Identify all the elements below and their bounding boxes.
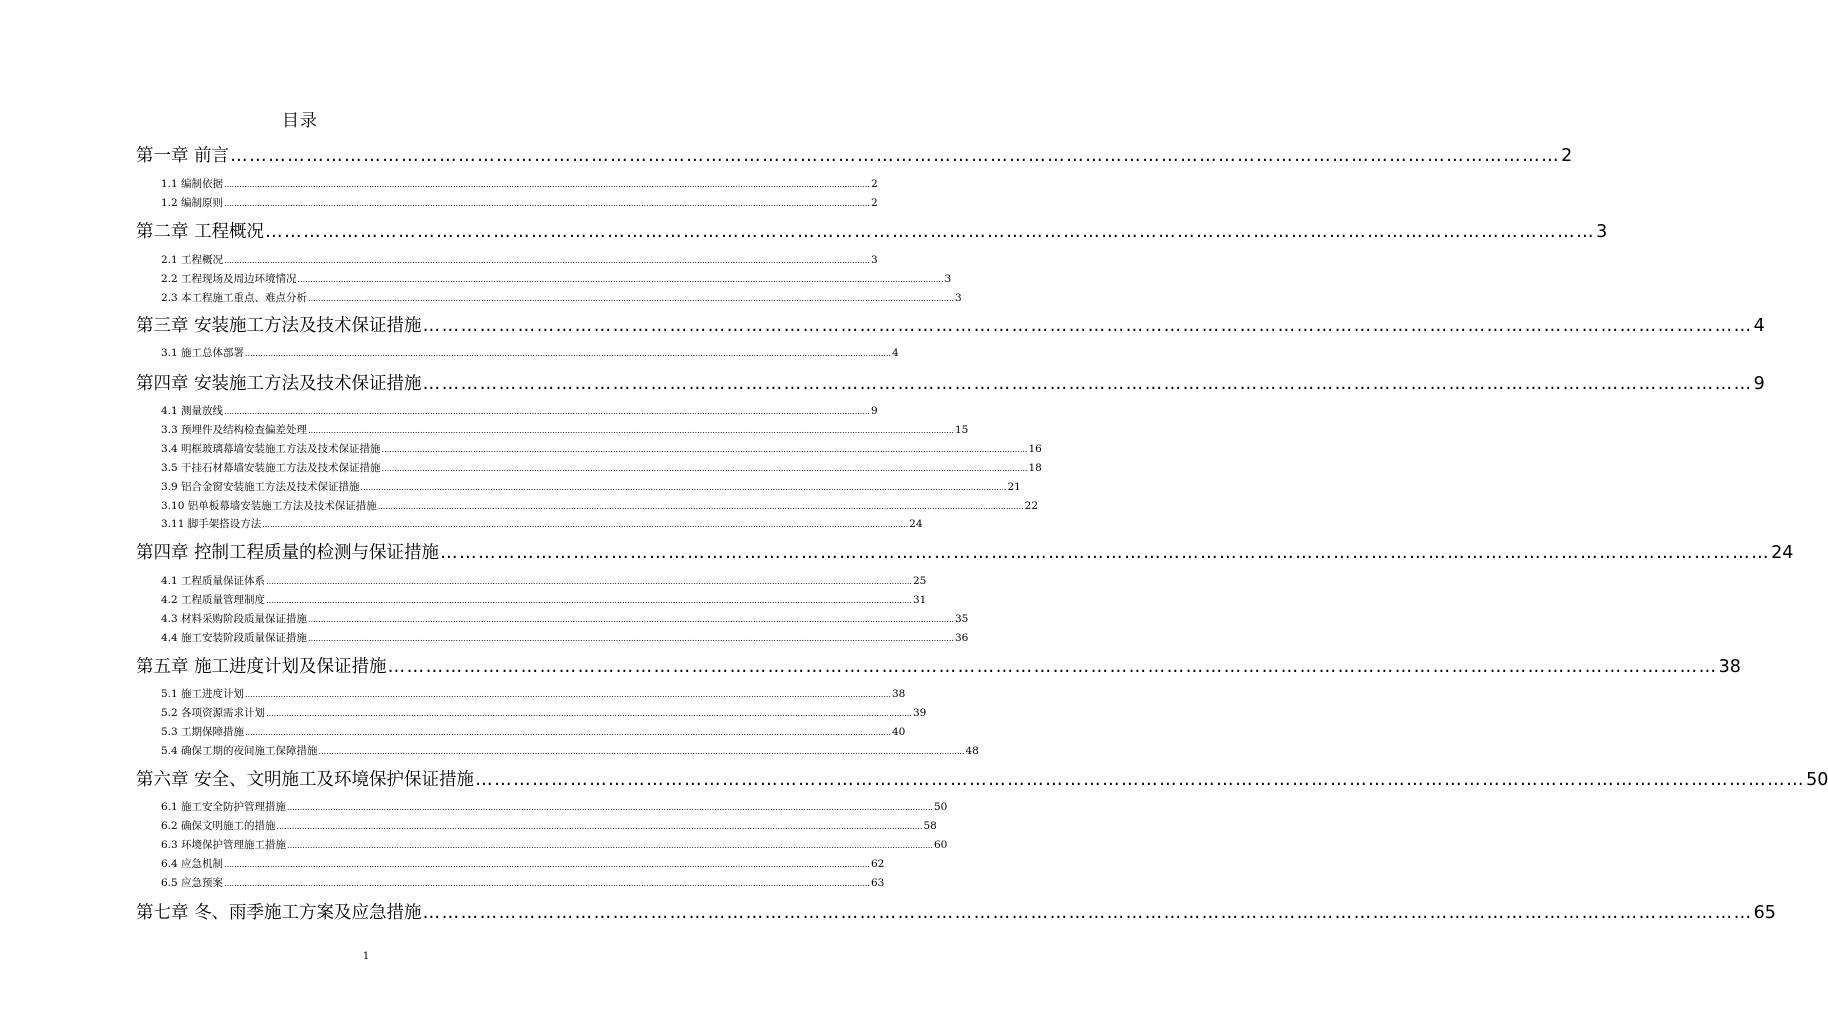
section-page: 50 [933,801,948,813]
chapter-page: 38 [1718,657,1741,677]
leader-dots: .............................................................................................................................................................................................................................................................. [245,727,891,737]
toc-section-entry[interactable] [161,876,885,890]
toc-title: 目录 [282,111,318,131]
section-page: 38 [891,688,906,700]
toc-section-entry[interactable] [161,517,923,531]
toc-section-entry[interactable] [161,480,1021,494]
leader-dots: .............................................................................................................................................................................................................................................................. [245,349,891,358]
chapter-page: 3 [1596,222,1608,242]
leader-dots: .............................................................................................................................................................................................................................................................. [224,256,870,265]
section-page: 31 [912,593,927,606]
leader-dots: .............................................................................................................................................................................................................................................................. [266,595,912,605]
section-page: 39 [912,706,927,719]
toc-section-entry[interactable] [161,499,1039,513]
section-title: 3.4 明框玻璃幕墙安装施工方法及技术保证措施 [161,442,381,455]
section-title: 5.3 工期保障措施 [161,725,245,738]
leader-dots: ………………………………………………………………………………………………………………………………………………………………………………………… [422,903,1753,923]
section-page: 25 [912,575,927,587]
section-page: 3 [954,291,962,304]
toc-section-entry[interactable] [161,291,962,305]
chapter-title: 第六章 安全、文明施工及环境保护保证措施 [136,770,475,790]
chapter-title: 第四章 控制工程质量的检测与保证措施 [136,543,440,563]
chapter-page: 24 [1771,543,1794,563]
toc-chapter-entry[interactable] [136,144,1573,168]
leader-dots: ………………………………………………………………………………………………………………………………………………………………………………………… [387,657,1718,677]
toc-section-entry[interactable] [161,857,885,871]
chapter-title: 第二章 工程概况 [136,222,265,242]
toc-chapter-entry[interactable] [136,372,1765,396]
toc-section-entry[interactable] [161,687,906,701]
section-page: 15 [954,423,969,436]
chapter-page: 2 [1561,146,1573,166]
section-title: 6.4 应急机制 [161,857,224,870]
chapter-title: 第三章 安装施工方法及技术保证措施 [136,316,422,336]
leader-dots: ………………………………………………………………………………………………………………………………………………………………………………………… [230,146,1561,166]
leader-dots: ………………………………………………………………………………………………………………………………………………………………………………………… [475,770,1806,790]
leader-dots: .............................................................................................................................................................................................................................................................. [266,708,912,718]
section-title: 4.1 工程质量保证体系 [161,575,266,587]
toc-section-entry[interactable] [161,272,952,286]
page-number: 1 [362,951,370,962]
toc-section-entry[interactable] [161,725,906,739]
section-title: 5.2 各项资源需求计划 [161,706,266,719]
toc-chapter-entry[interactable] [136,220,1608,244]
section-page: 3 [944,272,952,285]
leader-dots: .............................................................................................................................................................................................................................................................. [360,482,1007,492]
section-title: 3.1 施工总体部署 [161,347,245,359]
section-title: 4.4 施工安装阶段质量保证措施 [161,631,308,644]
section-title: 6.3 环境保护管理施工措施 [161,838,287,851]
leader-dots: ………………………………………………………………………………………………………………………………………………………………………………………… [422,374,1753,394]
section-title: 4.1 测量放线 [161,405,224,417]
chapter-page: 50 [1806,770,1828,790]
section-title: 1.1 编制依据 [161,178,224,190]
section-title: 5.1 施工进度计划 [161,688,245,700]
toc-section-entry[interactable] [161,612,969,626]
section-page: 24 [909,518,923,531]
section-title: 6.5 应急预案 [161,876,224,889]
section-page: 4 [891,347,899,359]
toc-chapter-entry[interactable] [136,901,1776,925]
leader-dots: .............................................................................................................................................................................................................................................................. [266,577,912,586]
toc-section-entry[interactable] [161,744,979,758]
chapter-page: 9 [1753,374,1765,394]
section-page: 2 [870,196,878,209]
toc-section-entry[interactable] [161,819,937,833]
section-page: 40 [891,725,906,738]
toc-section-entry[interactable] [161,574,927,588]
leader-dots: .............................................................................................................................................................................................................................................................. [262,520,909,530]
leader-dots: .............................................................................................................................................................................................................................................................. [287,803,933,812]
toc-section-entry[interactable] [161,177,878,191]
leader-dots: .............................................................................................................................................................................................................................................................. [318,746,965,756]
section-title: 6.2 确保文明施工的措施 [161,819,276,832]
leader-dots: .............................................................................................................................................................................................................................................................. [308,614,954,624]
leader-dots: .............................................................................................................................................................................................................................................................. [224,859,870,869]
section-page: 16 [1028,442,1042,455]
section-title: 3.11 脚手架搭设方法 [161,518,262,531]
section-page: 9 [870,405,878,417]
toc-section-entry[interactable] [161,706,927,720]
chapter-title: 第七章 冬、雨季施工方案及应急措施 [136,903,422,923]
toc-section-entry[interactable] [161,800,948,814]
section-page: 58 [923,819,937,832]
toc-section-entry[interactable] [161,593,927,607]
section-title: 3.9 铝合金窗安装施工方法及技术保证措施 [161,480,360,493]
toc-section-entry[interactable] [161,423,969,437]
section-title: 4.3 材料采购阶段质量保证措施 [161,612,308,625]
section-page: 21 [1007,480,1021,493]
section-title: 5.4 确保工期的夜间施工保障措施 [161,744,318,757]
section-title: 3.10 铝单板幕墙安装施工方法及技术保证措施 [161,499,377,512]
toc-section-entry[interactable] [161,196,878,210]
section-page: 48 [965,744,979,757]
leader-dots: .............................................................................................................................................................................................................................................................. [308,293,954,303]
leader-dots: .............................................................................................................................................................................................................................................................. [377,501,1024,511]
leader-dots: ………………………………………………………………………………………………………………………………………………………………………………………… [422,316,1753,336]
leader-dots: .............................................................................................................................................................................................................................................................. [276,821,923,831]
leader-dots: .............................................................................................................................................................................................................................................................. [224,180,870,189]
section-page: 62 [870,857,885,870]
chapter-page: 4 [1753,316,1765,336]
toc-chapter-entry[interactable] [136,541,1794,565]
section-title: 6.1 施工安全防护管理措施 [161,801,287,813]
leader-dots: ………………………………………………………………………………………………………………………………………………………………………………………… [440,543,1771,563]
toc-section-entry[interactable] [161,253,878,267]
toc-section-entry[interactable] [161,442,1042,456]
toc-chapter-entry[interactable] [136,314,1765,338]
section-page: 3 [870,254,878,266]
leader-dots: .............................................................................................................................................................................................................................................................. [224,878,870,888]
toc-section-entry[interactable] [161,631,969,645]
section-title: 2.2 工程现场及周边环境情况 [161,272,297,285]
section-title: 3.3 预埋件及结构检查偏差处理 [161,423,308,436]
section-title: 4.2 工程质量管理制度 [161,593,266,606]
section-title: 2.1 工程概况 [161,254,224,266]
section-page: 60 [933,838,948,851]
section-page: 36 [954,631,969,644]
leader-dots: .............................................................................................................................................................................................................................................................. [224,407,870,416]
leader-dots: .............................................................................................................................................................................................................................................................. [224,198,870,208]
chapter-title: 第五章 施工进度计划及保证措施 [136,657,387,677]
toc-section-entry[interactable] [161,346,899,360]
section-page: 22 [1024,499,1039,512]
leader-dots: .............................................................................................................................................................................................................................................................. [245,690,891,699]
section-title: 2.3 本工程施工重点、难点分析 [161,291,308,304]
toc-section-entry[interactable] [161,461,1042,475]
chapter-page: 65 [1753,903,1776,923]
leader-dots: ………………………………………………………………………………………………………………………………………………………………………………………… [265,222,1596,242]
leader-dots: .............................................................................................................................................................................................................................................................. [308,633,954,643]
leader-dots: .............................................................................................................................................................................................................................................................. [381,444,1028,454]
section-title: 3.5 干挂石材幕墙安装施工方法及技术保证措施 [161,461,381,474]
leader-dots: .............................................................................................................................................................................................................................................................. [287,840,933,850]
leader-dots: .............................................................................................................................................................................................................................................................. [297,274,944,284]
section-page: 35 [954,612,969,625]
section-title: 1.2 编制原则 [161,196,224,209]
leader-dots: .............................................................................................................................................................................................................................................................. [381,463,1028,473]
section-page: 63 [870,876,885,889]
section-page: 2 [870,178,878,190]
leader-dots: .............................................................................................................................................................................................................................................................. [308,425,954,435]
chapter-title: 第一章 前言 [136,146,230,166]
toc-chapter-entry[interactable] [136,768,1828,792]
toc-section-entry[interactable] [161,404,878,418]
toc-section-entry[interactable] [161,838,948,852]
section-page: 18 [1028,461,1042,474]
chapter-title: 第四章 安装施工方法及技术保证措施 [136,374,422,394]
toc-chapter-entry[interactable] [136,655,1741,679]
